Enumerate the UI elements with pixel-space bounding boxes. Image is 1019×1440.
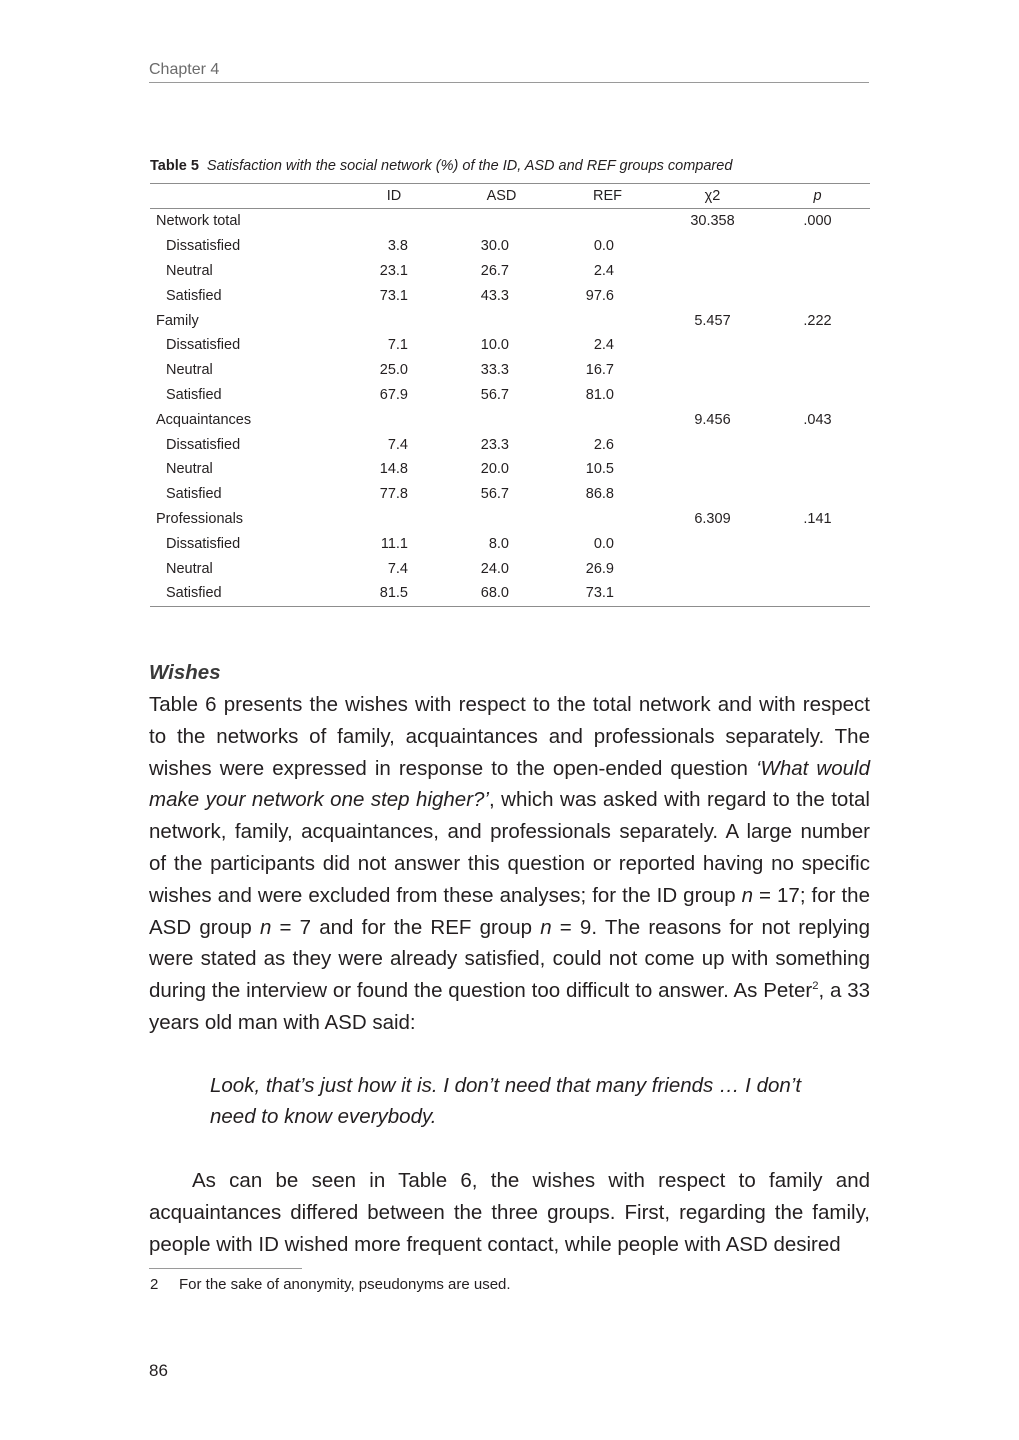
cell-ref: 81.0: [585, 386, 614, 403]
cell-p-value: [765, 234, 870, 259]
cell-chi-square: [660, 283, 765, 308]
table-row: [150, 333, 870, 358]
block-quote: Look, that’s just how it is. I don’t need that many friends … I don’t need to know everybody.: [210, 1074, 802, 1128]
cell-asd: 26.7: [480, 262, 509, 279]
paragraph-1-text: , which was asked with regard to the total network, family, acquaintances, and professionals separately. A large number of the participants did not answer this question or reported having no specific wishes and were excluded from these analyses; for the ID group: [149, 788, 870, 907]
cell-ref: 73.1: [555, 581, 660, 606]
cell-ref: 10.5: [585, 461, 614, 478]
cell-ref: 86.8: [585, 486, 614, 503]
cell-p-value: [765, 531, 870, 556]
cell-id: 23.1: [379, 262, 408, 279]
row-label: Dissatisfied: [166, 238, 241, 255]
header-id: ID: [340, 184, 448, 209]
table-row: [150, 308, 870, 333]
cell-chi-square: [660, 259, 765, 284]
cell-ref: 2.4: [593, 262, 614, 279]
cell-asd: 33.3: [480, 362, 509, 379]
table-row: [150, 283, 870, 308]
row-label: Neutral: [166, 262, 213, 279]
header-p-value: p: [765, 184, 870, 209]
row-label: Dissatisfied: [166, 337, 241, 354]
cell-chi-square: [660, 457, 765, 482]
cell-ref: [555, 407, 660, 432]
cell-asd: 20.0: [480, 461, 509, 478]
cell-p-value: [765, 457, 870, 482]
paragraph-1-text: = 17; for the ASD group: [149, 883, 870, 939]
table-row: [150, 507, 870, 532]
row-label: Dissatisfied: [166, 535, 241, 552]
paragraph-1-text: = 9. The reasons for not replying were stated as they were already satisfied, could not come up with something during the interview or found the question too difficult to answer. As Peter: [149, 915, 870, 1003]
footnote-divider: [149, 1268, 302, 1269]
cell-ref: 2.6: [593, 436, 614, 453]
header-ref: REF: [555, 184, 660, 209]
cell-id: 73.1: [379, 287, 408, 304]
row-label: Neutral: [166, 560, 213, 577]
cell-p-value: [765, 581, 870, 606]
cell-chi-square: 9.456: [694, 411, 731, 428]
table-row: [150, 407, 870, 432]
cell-asd: 30.0: [480, 238, 509, 255]
cell-chi-square: [660, 432, 765, 457]
cell-p-value: [765, 482, 870, 507]
cell-asd: 23.3: [480, 436, 509, 453]
cell-id: 7.4: [387, 436, 408, 453]
cell-id: 7.1: [387, 337, 408, 354]
cell-p-value: .043: [803, 411, 832, 428]
cell-ref: [555, 507, 660, 532]
cell-id: [340, 209, 448, 234]
cell-ref: 16.7: [585, 362, 614, 379]
paragraph-1-text: , a 33 years old man with ASD said:: [149, 979, 871, 1034]
cell-chi-square: [660, 333, 765, 358]
cell-p-value: [765, 283, 870, 308]
paragraph-1-text: = 7 and for the REF group: [271, 915, 541, 939]
header-chi-square: χ2: [660, 184, 765, 209]
footnote-text: For the sake of anonymity, pseudonyms are used.: [179, 1276, 511, 1293]
row-label: Acquaintances: [156, 411, 252, 428]
footnote-reference: 2: [812, 980, 819, 993]
cell-id: 67.9: [379, 386, 408, 403]
cell-ref: [555, 209, 660, 234]
cell-ref: 0.0: [593, 238, 614, 255]
table-row: [150, 531, 870, 556]
n-variable: n: [259, 915, 272, 939]
satisfaction-table: [150, 183, 870, 607]
table-header-row: [150, 184, 870, 209]
cell-asd: 68.0: [448, 581, 555, 606]
cell-chi-square: [660, 531, 765, 556]
cell-chi-square: [660, 482, 765, 507]
row-label: Satisfied: [166, 386, 222, 403]
cell-chi-square: 6.309: [694, 510, 731, 527]
page-number: 86: [149, 1361, 168, 1380]
row-label: Network total: [156, 213, 241, 230]
header-asd: ASD: [448, 184, 555, 209]
table-row: [150, 482, 870, 507]
cell-asd: 56.7: [480, 386, 509, 403]
table-row: [150, 432, 870, 457]
cell-id: 25.0: [379, 362, 408, 379]
cell-ref: [555, 308, 660, 333]
table-caption: [150, 156, 870, 176]
cell-id: 77.8: [379, 486, 408, 503]
cell-id: 14.8: [379, 461, 408, 478]
cell-asd: [448, 407, 555, 432]
cell-asd: 56.7: [480, 486, 509, 503]
cell-chi-square: [660, 581, 765, 606]
cell-chi-square: [660, 556, 765, 581]
cell-ref: 26.9: [585, 560, 614, 577]
cell-p-value: [765, 383, 870, 408]
table-row: [150, 358, 870, 383]
cell-id: 11.1: [380, 535, 408, 552]
interview-question: ‘What would make your network one step higher?’: [149, 756, 870, 812]
cell-asd: 8.0: [488, 535, 509, 552]
section-heading: Wishes: [149, 661, 221, 684]
cell-id: [340, 407, 448, 432]
table-row: [150, 234, 870, 259]
footnote: [150, 1275, 511, 1295]
paragraph-2: As can be seen in Table 6, the wishes with respect to family and acquaintances differed between the three groups. First, regarding the family, people with ID wished more frequent contact, while people with ASD desired: [149, 1169, 870, 1256]
cell-ref: 2.4: [593, 337, 614, 354]
table-row: [150, 457, 870, 482]
table-row: [150, 581, 870, 606]
cell-asd: 24.0: [480, 560, 509, 577]
cell-asd: [448, 209, 555, 234]
cell-p-value: [765, 259, 870, 284]
cell-chi-square: [660, 234, 765, 259]
cell-p-value: [765, 556, 870, 581]
row-label: Dissatisfied: [166, 436, 241, 453]
cell-asd: 43.3: [480, 287, 509, 304]
cell-chi-square: [660, 358, 765, 383]
row-label: Satisfied: [150, 581, 340, 606]
cell-chi-square: [660, 383, 765, 408]
table-number: Table 5: [150, 158, 199, 174]
row-label: Professionals: [156, 510, 244, 527]
cell-chi-square: 5.457: [694, 312, 731, 329]
cell-p-value: [765, 333, 870, 358]
cell-ref: 0.0: [593, 535, 614, 552]
cell-id: [340, 308, 448, 333]
row-label: Neutral: [166, 362, 213, 379]
cell-id: 7.4: [387, 560, 408, 577]
cell-asd: 10.0: [480, 337, 509, 354]
cell-id: 3.8: [387, 238, 408, 255]
cell-p-value: .141: [803, 510, 832, 527]
table-body: [150, 209, 870, 607]
table-caption-text: Satisfaction with the social network (%) of the ID, ASD and REF groups compared: [206, 158, 733, 174]
footnote-number: 2: [150, 1276, 159, 1293]
cell-id: 81.5: [340, 581, 448, 606]
row-label: Family: [156, 312, 199, 329]
table-row: [150, 209, 870, 234]
row-label: Neutral: [166, 461, 213, 478]
cell-p-value: .000: [803, 213, 832, 230]
cell-p-value: .222: [803, 312, 832, 329]
row-label: Satisfied: [166, 287, 222, 304]
cell-p-value: [765, 358, 870, 383]
table-row: [150, 259, 870, 284]
cell-ref: 97.6: [585, 287, 614, 304]
cell-p-value: [765, 432, 870, 457]
cell-id: [340, 507, 448, 532]
paragraph-1-text: Table 6 presents the wishes with respect to the total network and with respect to the networks of family, acquaintances and professionals separately. The wishes were expressed in response to the open-ended question: [149, 693, 870, 780]
paragraph-1: [149, 689, 870, 1039]
n-variable: n: [540, 915, 552, 939]
row-label: Satisfied: [166, 486, 222, 503]
cell-asd: [448, 507, 555, 532]
header-label: [150, 184, 340, 209]
running-head: Chapter 4: [149, 59, 869, 83]
cell-chi-square: 30.358: [690, 213, 735, 230]
n-variable: n: [741, 883, 754, 907]
table-row: [150, 556, 870, 581]
table-row: [150, 383, 870, 408]
cell-asd: [448, 308, 555, 333]
